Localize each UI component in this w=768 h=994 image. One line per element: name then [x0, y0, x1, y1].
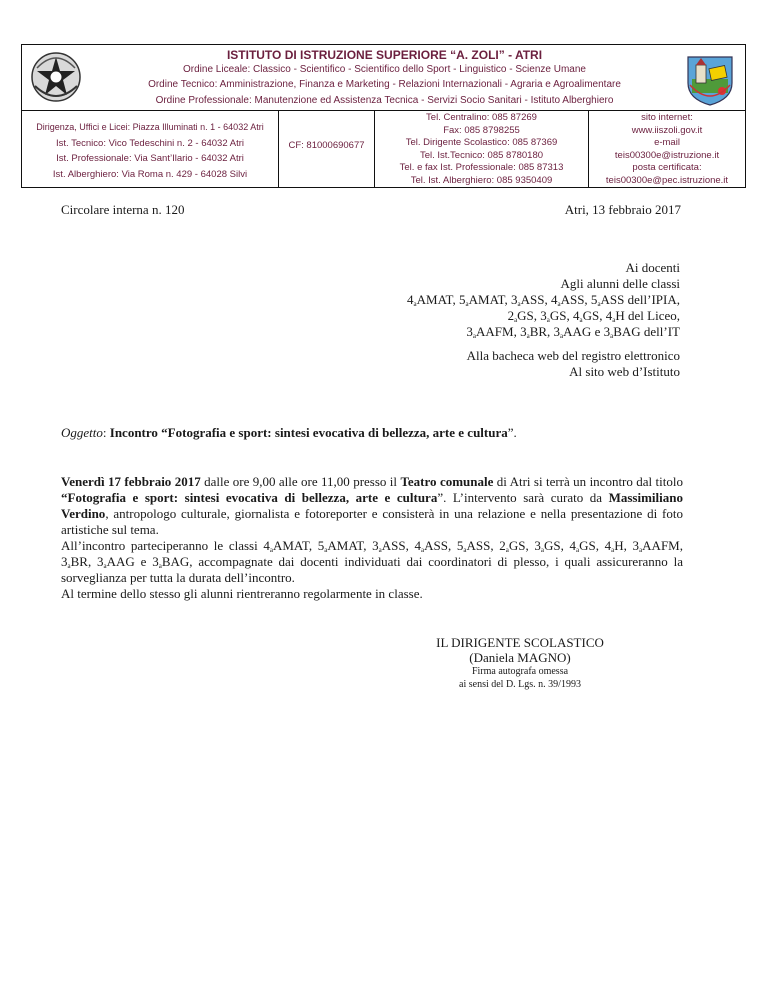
fax: Fax: 085 8798255 — [443, 124, 520, 136]
ordinal-superscript: a — [639, 546, 643, 554]
speaker-name: Massimiliano Verdino — [61, 490, 683, 521]
event-venue: Teatro comunale — [400, 474, 494, 489]
ordinal-superscript: a — [67, 562, 71, 570]
cf-cell — [279, 111, 375, 187]
ordinal-superscript: a — [378, 546, 382, 554]
ordinal-superscript: a — [269, 546, 273, 554]
letterhead — [21, 44, 746, 188]
order-professionale: Ordine Professionale: Manutenzione ed Assistenza Tecnica - Servizi Socio Sanitari - Istituto Alberghiero — [155, 95, 614, 106]
body-paragraph-3: Al termine dello stesso gli alunni rientreranno regolarmente in classe. — [61, 586, 423, 601]
subject-text: Incontro “Fotografia e sport: sintesi evocativa di bellezza, arte e cultura — [109, 425, 508, 440]
recipient-bacheca: Alla bacheca web del registro elettronico — [466, 348, 680, 363]
event-title: “Fotografia e sport: sintesi evocativa di bellezza, arte e cultura — [61, 490, 438, 505]
document-date: Atri, 13 febbraio 2017 — [564, 202, 681, 217]
ordinal-superscript: a — [612, 316, 616, 324]
ordinal-superscript: a — [560, 332, 564, 340]
ordinal-superscript: a — [540, 546, 544, 554]
phone-centralino: Tel. Centralino: 085 87269 — [426, 112, 537, 123]
website-label: sito internet: — [641, 112, 693, 123]
ordinal-superscript: a — [324, 546, 328, 554]
ordinal-superscript: a — [597, 300, 601, 308]
ordinal-superscript: a — [610, 332, 614, 340]
circular-number: Circolare interna n. 120 — [61, 202, 185, 217]
ordinal-superscript: a — [158, 562, 162, 570]
italian-republic-emblem-icon — [29, 50, 83, 104]
letterhead-info-row — [22, 111, 745, 187]
order-tecnico: Ordine Tecnico: Amministrazione, Finanza e Marketing - Relazioni Internazionali - Agraria e Agroalimentare — [148, 79, 621, 90]
recipient-alunni: Agli alunni delle classi — [560, 276, 680, 291]
email-link[interactable]: teis00300e@istruzione.it — [614, 149, 720, 161]
subject-end: ”. — [507, 425, 517, 440]
ordinal-superscript: a — [517, 300, 521, 308]
event-date: Venerdì 17 febbraio 2017 — [61, 474, 201, 489]
ordinal-superscript: a — [421, 546, 425, 554]
letter-body — [61, 474, 683, 602]
recipients-block — [260, 260, 680, 340]
subject-label: Oggetto — [61, 425, 103, 440]
website-link[interactable]: www.iiszoli.gov.it — [631, 124, 703, 136]
signature-law-reference: ai sensi del D. Lgs. n. 39/1993 — [459, 679, 581, 690]
bacheca-block — [260, 348, 680, 380]
ordinal-superscript: a — [579, 316, 583, 324]
ordinal-superscript: a — [413, 300, 417, 308]
body-paragraph-2: All’incontro parteciperanno le classi 4$^a$AMAT, 5$^a$AMAT, 3$^a$ASS, 4$^a$ASS, 5$^a$ASS, 2$^a$GS, 3$^a$GS, 4$^a$GS, 4$^a$H, 3$^a$AAFM, 3$^a$BR, 3$^a$AAG e 3$^a$BAG, accompagnate dai docenti individuati dai coordinatori di plesso, i quali assicureranno la sorveglianza per tutta la durata dell’incontro. — [61, 538, 684, 585]
addresses-cell — [22, 111, 279, 187]
fiscal-code: CF: 81000690677 — [288, 140, 365, 151]
address-dirigenza: Dirigenza, Uffici e Licei: Piazza Illuminati n. 1 - 64032 Atri — [36, 122, 264, 132]
phones-cell — [375, 111, 589, 187]
ordinal-superscript: a — [576, 546, 580, 554]
pec-label: posta certificata: — [632, 162, 702, 174]
ordinal-superscript: a — [557, 300, 561, 308]
recipient-sito: Al sito web d’Istituto — [569, 364, 680, 379]
ordinal-superscript: a — [465, 300, 469, 308]
subject-colon: : — [102, 425, 110, 440]
school-crest-icon — [682, 49, 738, 107]
ordinal-superscript: a — [611, 546, 615, 554]
recipient-docenti: Ai docenti — [625, 260, 680, 275]
ordinal-superscript: a — [526, 332, 530, 340]
subject-line — [61, 425, 681, 441]
recipient-classes-ipia: 4$^a$AMAT, 5$^a$AMAT, 3$^a$ASS, 4$^a$ASS, 5$^a$ASS dell’IPIA, — [407, 292, 680, 308]
order-liceale: Ordine Liceale: Classico - Scientifico - Scientifico dello Sport - Linguistico - Scienze Umane — [183, 64, 586, 75]
ordinal-superscript: a — [514, 316, 518, 324]
ordinal-superscript: a — [505, 546, 509, 554]
address-professionale: Ist. Professionale: Via Sant’Ilario - 64032 Atri — [56, 153, 244, 164]
email-label: e-mail — [654, 137, 680, 149]
institute-title: ISTITUTO DI ISTRUZIONE SUPERIORE “A. ZOLI” - ATRI — [226, 48, 543, 62]
phone-dirigente: Tel. Dirigente Scolastico: 085 87369 — [405, 137, 558, 149]
web-cell — [589, 111, 745, 187]
recipient-classes-liceo: 2$^a$GS, 3$^a$GS, 4$^a$GS, 4$^a$H del Liceo, — [507, 308, 680, 324]
signer-name: (Daniela MAGNO) — [469, 650, 571, 665]
ordinal-superscript: a — [472, 332, 477, 340]
signer-role: IL DIRIGENTE SCOLASTICO — [436, 635, 604, 650]
ordinal-superscript: a — [463, 546, 467, 554]
recipient-classes-it: 3$^a$AAFM, 3$^a$BR, 3$^a$AAG e 3$^a$BAG dell’IT — [466, 324, 680, 340]
letterhead-header — [22, 45, 745, 111]
signature-block — [390, 635, 650, 691]
body-paragraph-1: Venerdì 17 febbraio 2017 dalle ore 9,00 alle ore 11,00 presso il Teatro comunale di Atri si terrà un incontro dal titolo “Fotografia e sport: sintesi evocativa di bellezza, arte e cultura”. L’intervento sarà curato da Massimiliano Verdino, antropologo culturale, giornalista e fotoreporter e consisterà in una relazione e nella presentazione di foto artistiche sul tema. — [61, 474, 684, 537]
phone-tecnico: Tel. Ist.Tecnico: 085 8780180 — [419, 149, 544, 161]
address-alberghiero: Ist. Alberghiero: Via Roma n. 429 - 64028 Silvi — [52, 168, 248, 180]
phone-professionale: Tel. e fax Ist. Professionale: 085 87313 — [399, 162, 564, 174]
address-tecnico: Ist. Tecnico: Vico Tedeschini n. 2 - 64032 Atri — [55, 137, 244, 149]
ordinal-superscript: a — [103, 562, 107, 570]
pec-link[interactable]: teis00300e@pec.istruzione.it — [605, 174, 729, 186]
phone-alberghiero: Tel. Ist. Alberghiero: 085 9350409 — [410, 174, 553, 186]
ordinal-superscript: a — [546, 316, 550, 324]
signature-note: Firma autografa omessa — [471, 666, 569, 677]
